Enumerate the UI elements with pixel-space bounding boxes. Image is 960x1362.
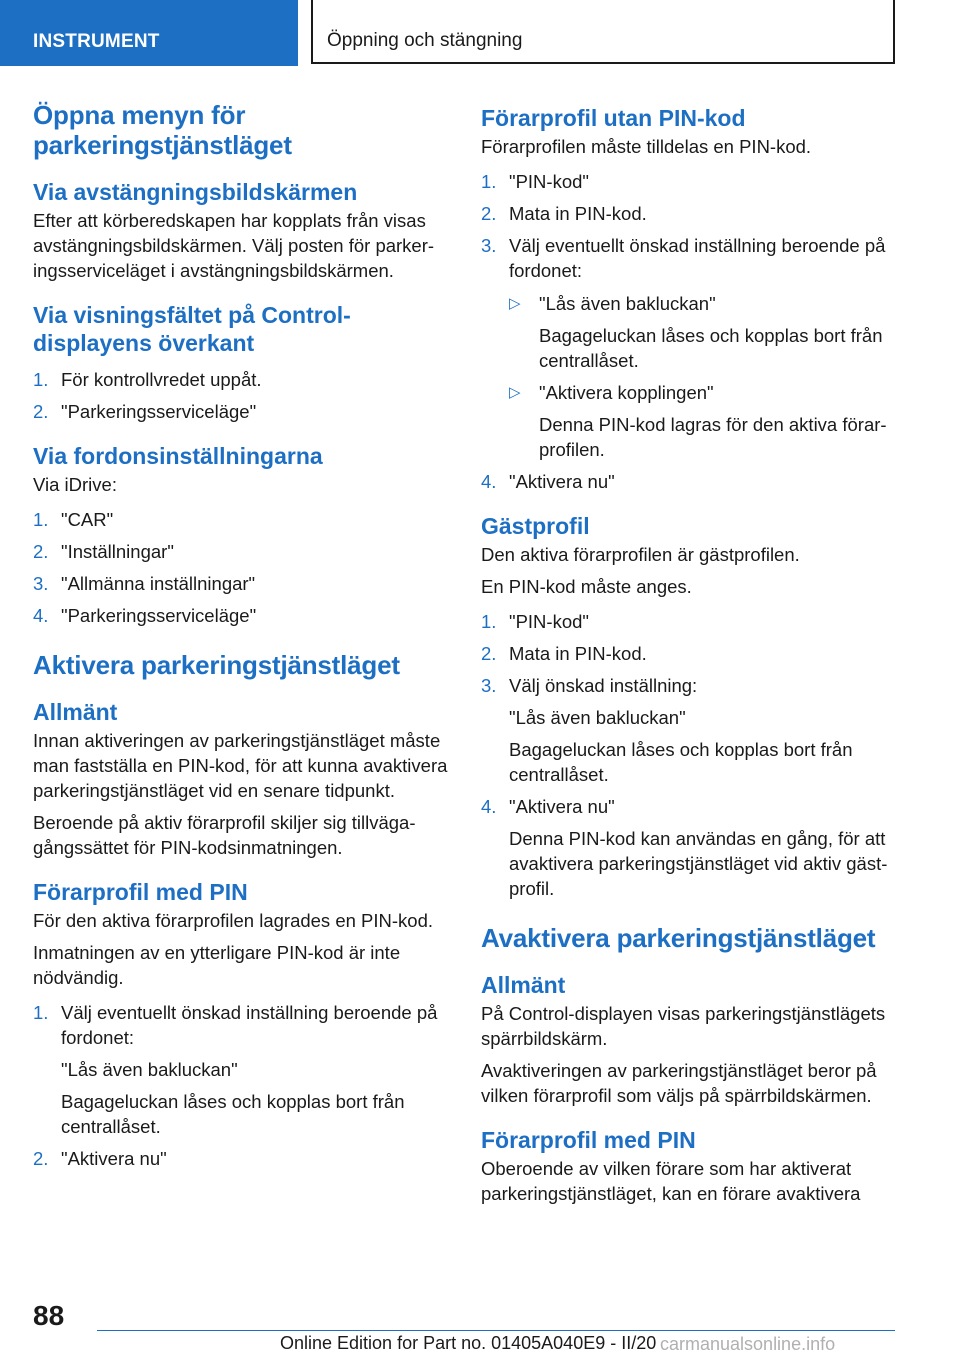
- step-text: "Parkeringsserviceläge": [61, 605, 257, 626]
- paragraph: Efter att körberedskapen har kopplats från visas avstängningsbildskärmen. Välj posten för parkeringsserviceläget i avstängningsbildskärmen.: [33, 210, 435, 281]
- option-item: [509, 380, 897, 462]
- list-item: [481, 641, 897, 666]
- paragraph: Innan aktiveringen av parkeringstjänstläget måste man fastställa en PIN-kod, för att kunna avaktivera parkeringstjänstläget vid en senare tidpunkt.: [33, 730, 448, 801]
- step-number: 2.: [481, 643, 497, 664]
- step-number: 2.: [33, 401, 49, 422]
- heading-via-vehicle-settings: Via fordonsinställningarna: [33, 443, 323, 469]
- step-number: 1.: [481, 171, 497, 192]
- list-item: [33, 1000, 449, 1139]
- step-text: "PIN-kod": [509, 171, 589, 192]
- triangle-bullet-icon: ▷: [509, 384, 521, 401]
- steps-list: [481, 609, 897, 901]
- list-item: [481, 469, 897, 494]
- list-item: [481, 169, 897, 194]
- heading-general: Allmänt: [33, 699, 118, 725]
- step-number: 2.: [481, 203, 497, 224]
- step-text: "PIN-kod": [509, 611, 589, 632]
- paragraph: En PIN-kod måste anges.: [481, 576, 692, 597]
- step-number: 1.: [481, 611, 497, 632]
- list-item: [33, 603, 449, 628]
- paragraph: För den aktiva förarprofilen lagrades en PIN-kod.: [33, 910, 434, 931]
- step-number: 1.: [33, 1002, 49, 1023]
- chapter-title: Öppning och stängning: [311, 0, 895, 64]
- step-text: "CAR": [61, 509, 114, 530]
- step-number: 3.: [481, 235, 497, 256]
- option-item: [509, 291, 897, 373]
- step-text: "Parkeringsserviceläge": [61, 401, 257, 422]
- option-label: "Lås även bakluckan": [539, 293, 716, 314]
- watermark: carmanualsonline.info: [660, 1334, 836, 1354]
- heading-deactivate: Avaktivera parkeringstjänstläget: [481, 923, 876, 953]
- step-text: "Aktivera nu": [509, 796, 615, 817]
- step-text: "Aktivera nu": [509, 471, 615, 492]
- step-text: "Allmänna inställningar": [61, 573, 256, 594]
- list-item: [33, 399, 449, 424]
- step-subtext: Bagageluckan låses och kopplas bort från centrallåset.: [509, 739, 853, 785]
- list-item: [481, 794, 897, 901]
- step-number: 4.: [33, 605, 49, 626]
- step-text: Välj önskad inställning:: [509, 675, 698, 696]
- page-header: [0, 0, 960, 66]
- edition-note: Online Edition for Part no. 01405A040E9 - II/20: [280, 1333, 657, 1353]
- list-item: [481, 673, 897, 787]
- triangle-bullet-icon: ▷: [509, 295, 521, 312]
- step-text: För kontrollvredet uppåt.: [61, 369, 262, 390]
- steps-list: [33, 507, 449, 628]
- paragraph: Den aktiva förarprofilen är gästprofilen.: [481, 544, 800, 565]
- steps-list: [33, 1000, 449, 1171]
- step-number: 2.: [33, 541, 49, 562]
- step-text: Mata in PIN-kod.: [509, 643, 647, 664]
- option-description: Denna PIN-kod lagras för den aktiva förarprofilen.: [539, 414, 887, 460]
- paragraph: Beroende på aktiv förarprofil skiljer sig tillvägagångssättet för PIN-kodsinmatningen.: [33, 812, 416, 858]
- steps-list: [481, 169, 897, 494]
- paragraph: På Control-displayen visas parkeringstjänstlägets spärrbildskärm.: [481, 1003, 886, 1049]
- step-number: 3.: [33, 573, 49, 594]
- list-item: [33, 507, 449, 532]
- heading-activate: Aktivera parkeringstjänstläget: [33, 650, 400, 680]
- step-number: 1.: [33, 509, 49, 530]
- right-column: [481, 100, 897, 1213]
- heading-via-shutdown-screen: Via avstängningsbildskärmen: [33, 179, 358, 205]
- step-number: 3.: [481, 675, 497, 696]
- step-subtext: "Lås även bakluckan": [509, 707, 686, 728]
- step-number: 4.: [481, 471, 497, 492]
- paragraph: Avaktiveringen av parkeringstjänstläget beror på vilken förarprofil som väljs på spärrbildskärmen.: [481, 1060, 877, 1106]
- page-number: 88: [33, 1300, 65, 1331]
- heading-via-display-top: Via visningsfältet på Control-displayens överkant: [33, 302, 351, 356]
- step-subtext: Bagageluckan låses och kopplas bort från centrallåset.: [61, 1091, 405, 1137]
- list-item: [33, 539, 449, 564]
- heading-profile-with-pin: Förarprofil med PIN: [481, 1127, 696, 1153]
- step-text: "Inställningar": [61, 541, 174, 562]
- list-item: [33, 571, 449, 596]
- list-item: [33, 1146, 449, 1171]
- step-text: Välj eventuellt önskad inställning beroende på fordonet:: [61, 1002, 438, 1048]
- step-text: "Aktivera nu": [61, 1148, 167, 1169]
- option-list: [509, 291, 897, 462]
- heading-guest-profile: Gästprofil: [481, 513, 590, 539]
- heading-open-menu: Öppna menyn för parkeringstjänstläget: [33, 100, 292, 160]
- list-item: [33, 367, 449, 392]
- left-column: [33, 100, 449, 1179]
- footer-divider: [97, 1330, 895, 1331]
- heading-profile-without-pin: Förarprofil utan PIN-kod: [481, 105, 746, 131]
- option-label: "Aktivera kopplingen": [539, 382, 714, 403]
- paragraph: Förarprofilen måste tilldelas en PIN-kod.: [481, 136, 812, 157]
- option-description: Bagageluckan låses och kopplas bort från centrallåset.: [539, 325, 883, 371]
- paragraph: Inmatningen av en ytterligare PIN-kod är inte nödvändig.: [33, 942, 401, 988]
- step-number: 1.: [33, 369, 49, 390]
- step-text: Mata in PIN-kod.: [509, 203, 647, 224]
- heading-general: Allmänt: [481, 972, 566, 998]
- step-number: 4.: [481, 796, 497, 817]
- section-tab: INSTRUMENT: [0, 0, 298, 66]
- list-item: [481, 609, 897, 634]
- list-item: [481, 201, 897, 226]
- steps-list: [33, 367, 449, 424]
- list-item: [481, 233, 897, 462]
- paragraph: Oberoende av vilken förare som har aktiverat parkeringstjänstläget, kan en förare avaktivera: [481, 1158, 861, 1204]
- heading-profile-with-pin: Förarprofil med PIN: [33, 879, 248, 905]
- step-text: Välj eventuellt önskad inställning beroende på fordonet:: [509, 235, 886, 281]
- step-number: 2.: [33, 1148, 49, 1169]
- step-subtext: "Lås även bakluckan": [61, 1059, 238, 1080]
- paragraph: Via iDrive:: [33, 474, 117, 495]
- step-subtext: Denna PIN-kod kan användas en gång, för att avaktivera parkeringstjänstläget vid aktiv gästprofil.: [509, 828, 888, 899]
